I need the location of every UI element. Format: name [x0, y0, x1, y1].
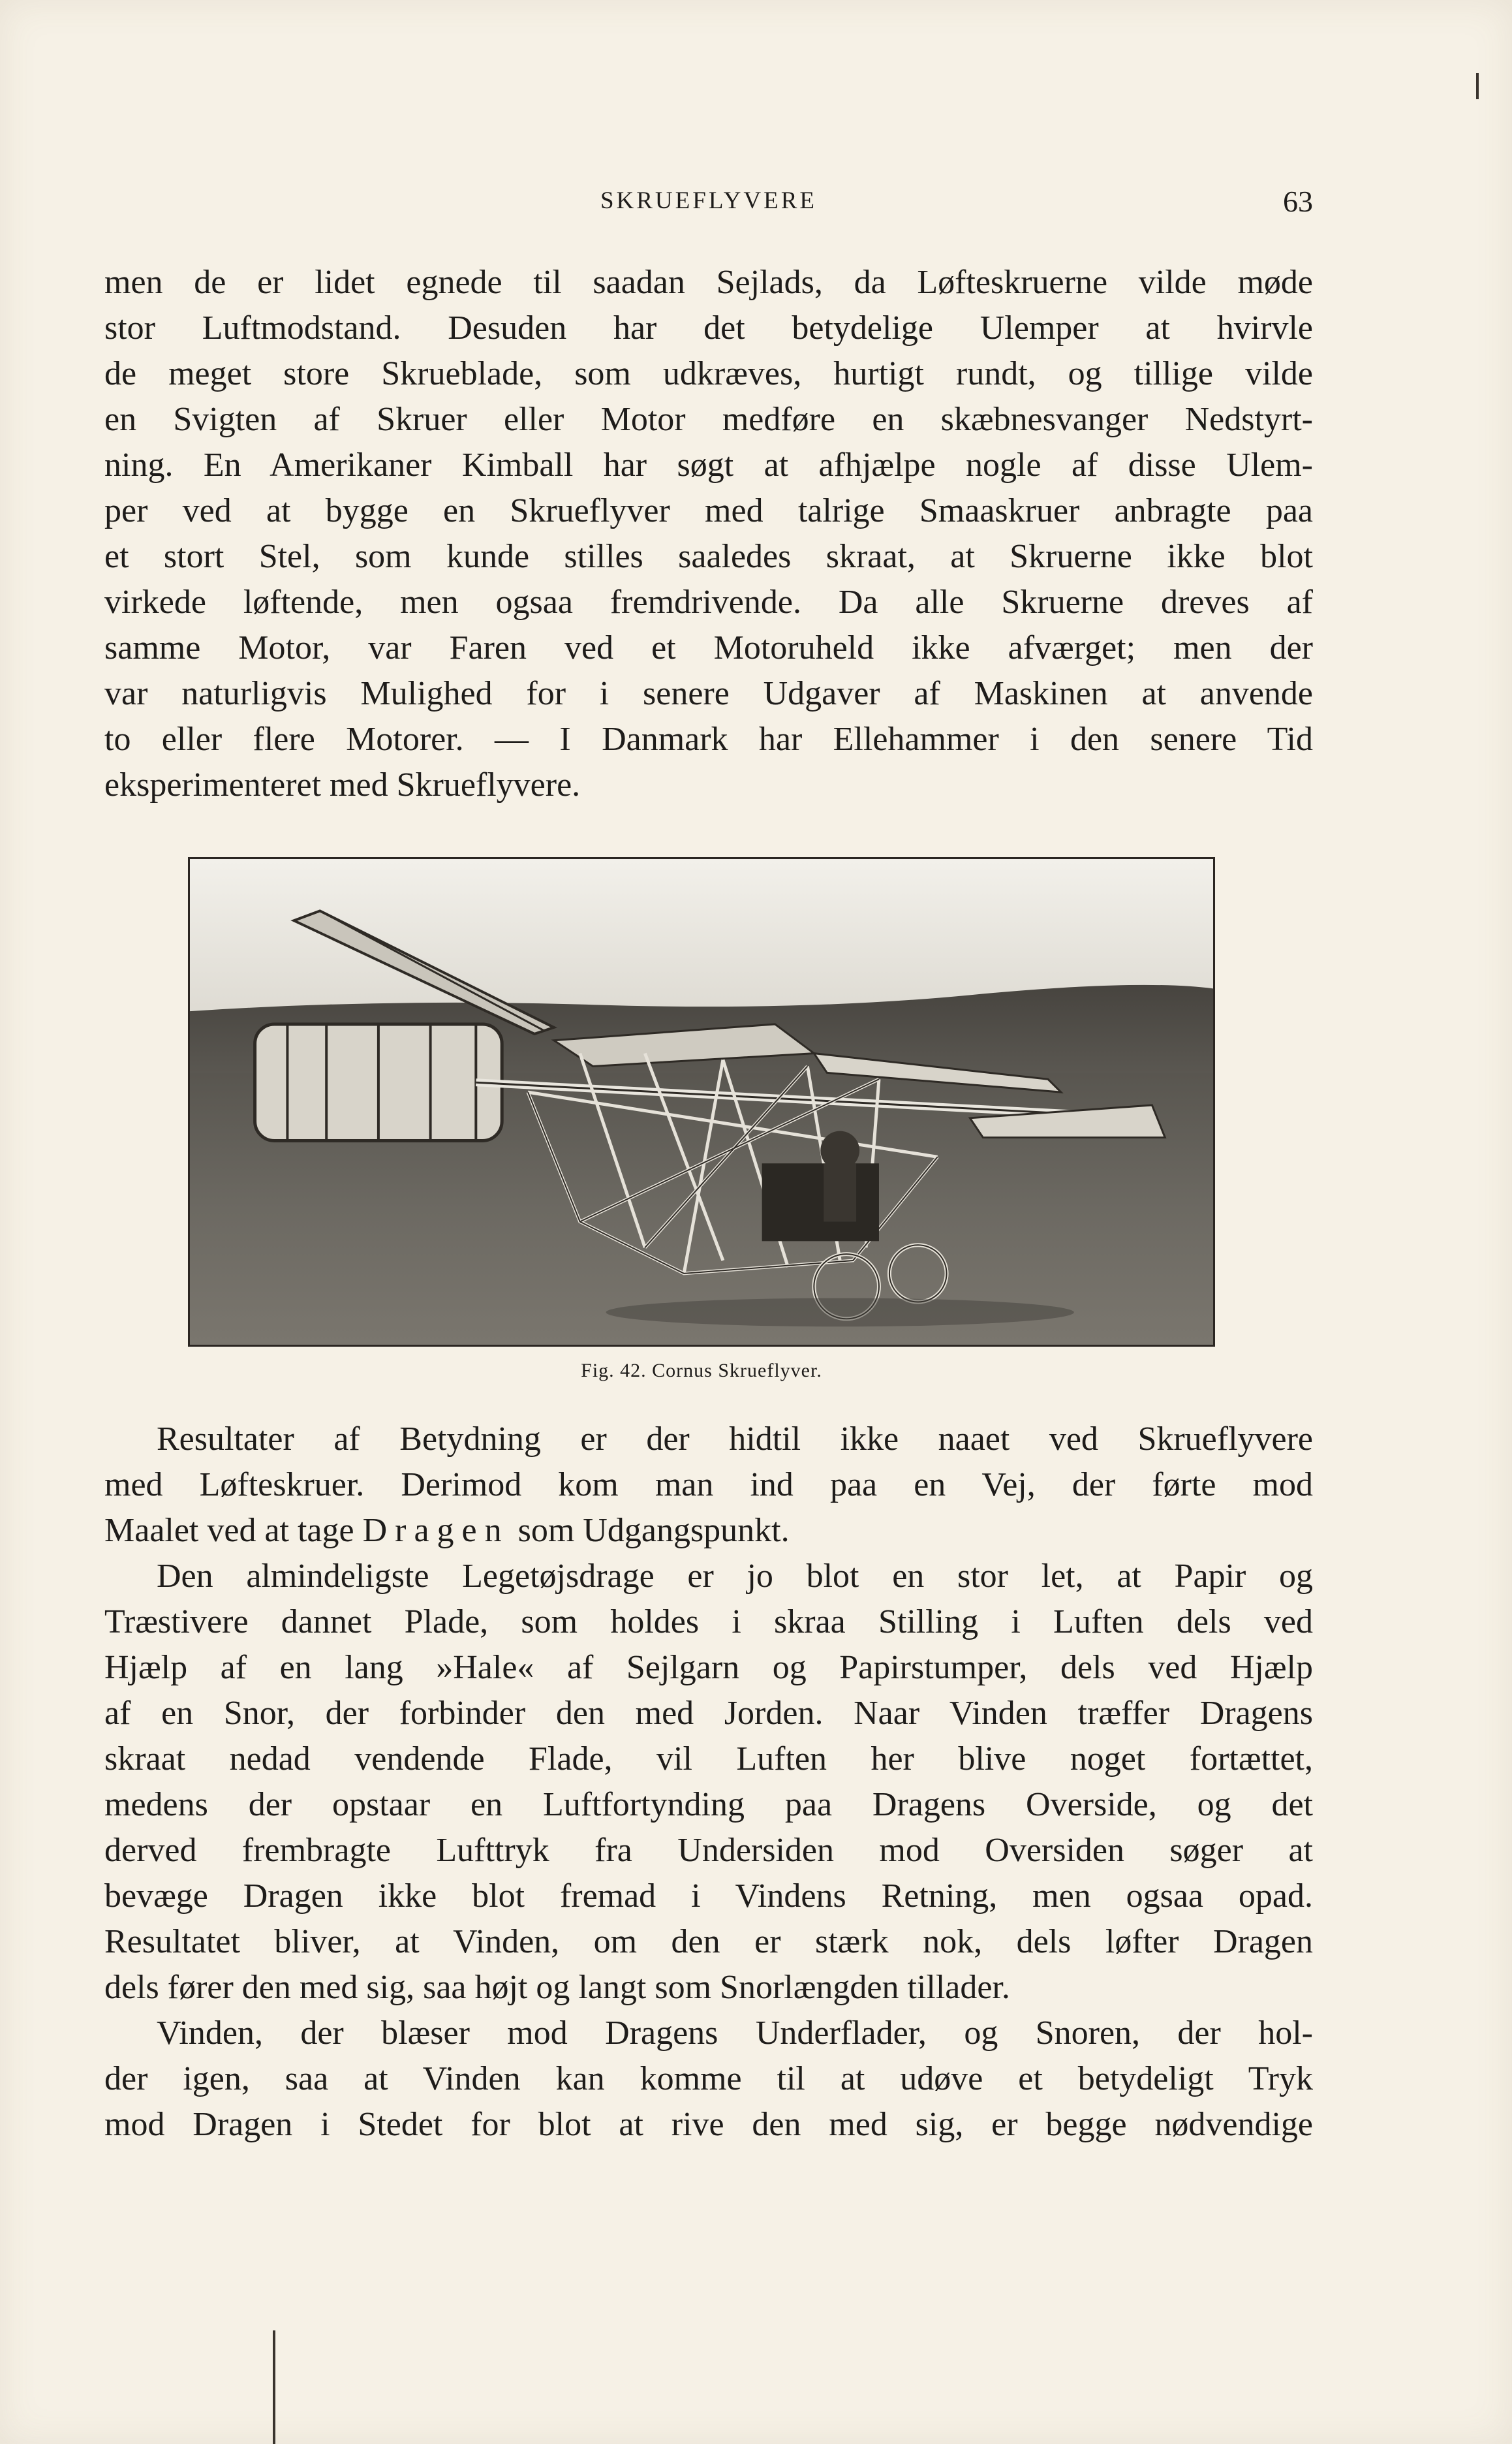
helicopter-photo-illustration	[190, 859, 1213, 1345]
text-line: stor Luftmodstand. Desuden har det betydelige Ulemper at hvirvle	[104, 309, 1313, 347]
text-line: en Svigten af Skruer eller Motor medføre en skæbnesvanger Nedstyrt-	[104, 401, 1313, 438]
paragraph-2	[104, 1417, 1313, 2148]
text-line: per ved at bygge en Skrueflyver med talrige Smaaskruer anbragte paa	[104, 492, 1313, 529]
text-line: Træstivere dannet Plade, som holdes i skraa Stilling i Luften dels ved	[104, 1603, 1313, 1640]
text-line: et stort Stel, som kunde stilles saaledes skraat, at Skruerne ikke blot	[104, 538, 1313, 575]
text-line: to eller flere Motorer. — I Danmark har Ellehammer i den senere Tid	[104, 721, 1313, 758]
emphasized-word: Dragen	[362, 1512, 510, 1549]
text-segment: Maalet ved at tage	[104, 1512, 363, 1549]
text-line: bevæge Dragen ikke blot fremad i Vindens Retning, men ogsaa opad.	[104, 1877, 1313, 1915]
text-line: Resultatet bliver, at Vinden, om den er stærk nok, dels løfter Dragen	[104, 1923, 1313, 1960]
text-line	[104, 1508, 1313, 1554]
text-line: virkede løftende, men ogsaa fremdrivende. Da alle Skruerne dreves af	[104, 584, 1313, 621]
paragraph-1	[104, 260, 1313, 808]
text-line: men de er lidet egnede til saadan Sejlads, da Løfteskruerne vilde møde	[104, 264, 1313, 301]
text-line: samme Motor, var Faren ved et Motoruheld ikke afværget; men der	[104, 629, 1313, 666]
text-line: de meget store Skrueblade, som udkræves, hurtigt rundt, og tillige vilde	[104, 355, 1313, 392]
figure-caption: Fig. 42. Cornus Skrueflyver.	[581, 1360, 822, 1381]
text-line: Resultater af Betydning er der hidtil ikke naaet ved Skrueflyvere	[157, 1420, 1313, 1458]
text-segment: som Udgangspunkt.	[509, 1512, 790, 1549]
text-line: Hjælp af en lang »Hale« af Sejlgarn og Papirstumper, dels ved Hjælp	[104, 1649, 1313, 1686]
text-line: eksperimenteret med Skrueflyvere.	[104, 766, 581, 804]
running-head	[104, 184, 1313, 217]
text-line: derved frembragte Lufttryk fra Undersiden mod Oversiden søger at	[104, 1832, 1313, 1869]
text-line: med Løfteskruer. Derimod kom man ind paa en Vej, der førte mod	[104, 1466, 1313, 1503]
margin-mark	[273, 2330, 275, 2444]
text-line: mod Dragen i Stedet for blot at rive den med sig, er begge nødvendige	[104, 2106, 1313, 2143]
text-line: medens der opstaar en Luftfortynding paa Dragens Overside, og det	[104, 1786, 1313, 1823]
text-line: Den almindeligste Legetøjsdrage er jo blot en stor let, at Papir og	[157, 1558, 1313, 1595]
margin-mark	[1476, 73, 1479, 99]
text-line: dels fører den med sig, saa højt og langt som Snorlængden tillader.	[104, 1969, 1010, 2006]
text-line: var naturligvis Mulighed for i senere Udgaver af Maskinen at anvende	[104, 675, 1313, 712]
text-line: der igen, saa at Vinden kan komme til at udøve et betydeligt Tryk	[104, 2060, 1313, 2097]
running-title: SKRUEFLYVERE	[600, 187, 818, 214]
text-line: Vinden, der blæser mod Dragens Underflader, og Snoren, der hol-	[157, 2014, 1313, 2052]
text-line: af en Snor, der forbinder den med Jorden. Naar Vinden træffer Dragens	[104, 1695, 1313, 1732]
text-line: skraat nedad vendende Flade, vil Luften her blive noget fortættet,	[104, 1740, 1313, 1778]
page-number: 63	[1283, 185, 1313, 218]
figure-photo	[188, 857, 1215, 1347]
text-line: ning. En Amerikaner Kimball har søgt at afhjælpe nogle af disse Ulem-	[104, 446, 1313, 484]
